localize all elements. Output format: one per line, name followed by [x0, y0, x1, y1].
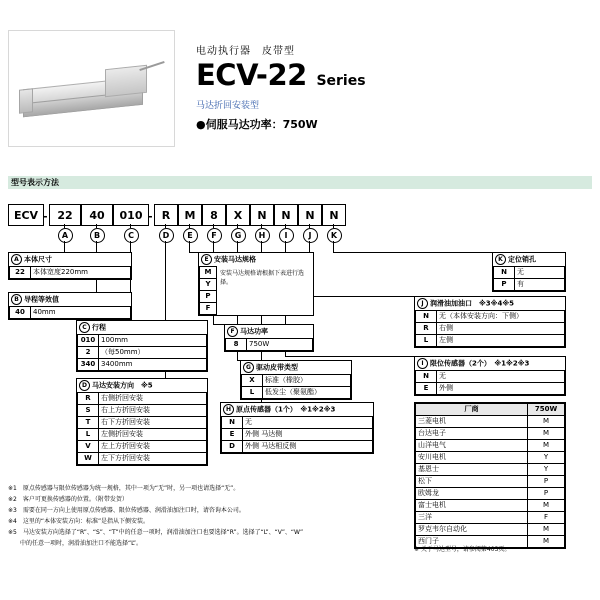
code-segment-5: M	[178, 204, 202, 226]
maker-table-cell: 山洋电气	[416, 440, 528, 452]
table-row: M	[200, 267, 217, 279]
motor-power-label: ●伺服马达功率：750W	[196, 118, 318, 131]
table-row	[416, 488, 565, 500]
block-motor-power-title: F 马达功率	[225, 325, 313, 338]
maker-table-cell: 松下	[416, 476, 528, 488]
table-row: S 右上方折回安装	[78, 405, 207, 417]
table-row: 010 100mm	[78, 335, 207, 347]
page-title	[196, 58, 366, 92]
table-row	[416, 416, 565, 428]
tag-j: J	[417, 298, 428, 309]
code-letter-k: K	[327, 228, 342, 243]
code-letter-c: C	[124, 228, 139, 243]
code-letter-b: B	[90, 228, 105, 243]
code-letter-a: A	[58, 228, 73, 243]
maker-table	[415, 403, 565, 548]
leader-tick	[309, 224, 310, 228]
tag-a: A	[11, 254, 22, 265]
code-letter-h: H	[255, 228, 270, 243]
maker-table-cell: 台达电子	[416, 428, 528, 440]
block-motor-direction-table	[77, 392, 207, 465]
code-segment-3: 010	[113, 204, 149, 226]
block-origin-sensor-table	[221, 416, 373, 453]
footnote-5: ※5 马达安装方向选择了“R”、“S”、“T”中的任意一项时，润滑油加注口也要选择“R”。选择了“L”、“V”、“W”	[8, 529, 304, 536]
maker-table-cell: M	[528, 524, 565, 536]
code-letter-d: D	[159, 228, 174, 243]
tag-e: E	[201, 254, 212, 265]
maker-table-cell: P	[528, 488, 565, 500]
maker-table-cell: M	[528, 416, 565, 428]
leader-line	[309, 296, 420, 297]
table-row: P	[200, 291, 217, 303]
maker-table-cell: M	[528, 500, 565, 512]
maker-table-cell: 三菱电机	[416, 416, 528, 428]
block-motor-spec-title: E 安装马达规格	[199, 253, 313, 266]
maker-table-cell: F	[528, 512, 565, 524]
block-limit-sensor-table	[415, 370, 565, 395]
code-dash: -	[43, 210, 48, 223]
code-segment-8: N	[250, 204, 274, 226]
maker-table-cell: 欧姆龙	[416, 488, 528, 500]
maker-table-cell: 三洋	[416, 512, 528, 524]
footnote-3: ※3 需要在同一方向上使用原点传感器、限位传感器、润滑油加注口时，请咨询本公司。	[8, 507, 245, 514]
block-belt	[240, 360, 352, 400]
table-row: N 无	[494, 267, 565, 279]
table-row: L 左侧折回安装	[78, 429, 207, 441]
maker-table-footnote: ※ 关于马达型号，请参阅第403页。	[414, 546, 511, 553]
footnote-1: ※1 原点传感器与限位传感器为统一规格，其中一项为“无”时，另一项也请选择“无”。	[8, 485, 240, 492]
leader-tick	[213, 224, 214, 228]
code-segment-4: R	[154, 204, 178, 226]
block-grease-port-title: J 润滑油加油口 ※3※4※5	[415, 297, 565, 310]
table-row: 40 40mm	[10, 307, 131, 319]
code-letter-e: E	[183, 228, 198, 243]
block-grease-port-table	[415, 310, 565, 347]
footnote-4: ※4 这里的“本体安装方向：标准”是指从下侧安装。	[8, 518, 150, 525]
leader-tick	[333, 224, 334, 228]
table-row: V 左上方折回安装	[78, 441, 207, 453]
code-segment-1: 22	[49, 204, 81, 226]
code-letter-i: I	[279, 228, 294, 243]
leader-tick	[64, 224, 65, 228]
block-motor-spec	[198, 252, 314, 316]
block-grease-port	[414, 296, 566, 348]
leader-tick	[237, 224, 238, 228]
block-motor-direction	[76, 378, 208, 466]
table-row: P 有	[494, 279, 565, 291]
table-row: 340 3400mm	[78, 359, 207, 371]
block-belt-title: G 驱动皮带类型	[241, 361, 351, 374]
table-row: N 无（本体安装方向：下侧）	[416, 311, 565, 323]
table-row	[416, 452, 565, 464]
leader-tick	[261, 224, 262, 228]
maker-table-cell: 基恩士	[416, 464, 528, 476]
block-locating-pin-title: K 定位销孔	[493, 253, 565, 266]
leader-tick	[165, 224, 166, 228]
maker-table-cell: 罗克韦尔自动化	[416, 524, 528, 536]
block-limit-sensor	[414, 356, 566, 396]
block-origin-sensor-title: H 原点传感器（1个） ※1※2※3	[221, 403, 373, 416]
footnote-2: ※2 客户可更换传感器的位置。（附带发贺）	[8, 496, 128, 503]
block-locating-pin	[492, 252, 566, 292]
code-letter-g: G	[231, 228, 246, 243]
code-segment-6: 8	[202, 204, 226, 226]
table-row: E 外侧 马达侧	[222, 429, 373, 441]
maker-table-cell: M	[528, 440, 565, 452]
table-row	[416, 428, 565, 440]
table-row: N 无	[222, 417, 373, 429]
block-stroke-table	[77, 334, 207, 371]
leader-tick	[96, 224, 97, 228]
table-row	[416, 500, 565, 512]
code-segment-2: 40	[81, 204, 113, 226]
block-motor-spec-desc: 安装马达规格请根据下表进行选择。	[220, 270, 305, 286]
block-motor-direction-title: D 马达安装方向 ※5	[77, 379, 207, 392]
block-motor-power	[224, 324, 314, 352]
table-row	[416, 512, 565, 524]
maker-table-cell: 安川电机	[416, 452, 528, 464]
block-lead-table	[9, 306, 131, 319]
maker-table-block	[414, 402, 566, 549]
table-row: F	[200, 303, 217, 315]
table-row: D 外侧 马达相反侧	[222, 441, 373, 453]
code-letter-j: J	[303, 228, 318, 243]
tag-h: H	[223, 404, 234, 415]
block-lead	[8, 292, 132, 320]
block-origin-sensor	[220, 402, 374, 454]
maker-table-cell: Y	[528, 464, 565, 476]
table-row	[416, 464, 565, 476]
table-row: E 外侧	[416, 383, 565, 395]
table-row	[416, 476, 565, 488]
table-row: 22 本体宽度220mm	[10, 267, 131, 279]
table-row: 2 （每50mm）	[78, 347, 207, 359]
maker-table-cell: Y	[528, 452, 565, 464]
maker-table-cell: M	[528, 536, 565, 548]
product-photo	[8, 30, 175, 147]
code-segment-0: ECV	[8, 204, 44, 226]
table-row: N 无	[416, 371, 565, 383]
block-size	[8, 252, 132, 280]
block-motor-power-table	[225, 338, 313, 351]
product-subtitle: 电动执行器 皮带型	[196, 46, 295, 57]
table-row: Y	[200, 279, 217, 291]
code-segment-7: X	[226, 204, 250, 226]
block-stroke-title: C 行程	[77, 321, 207, 334]
table-row: X 标准（橡胶）	[242, 375, 351, 387]
leader-line	[189, 241, 190, 252]
code-segment-11: N	[322, 204, 346, 226]
table-row: L 低发尘（聚氨酯）	[242, 387, 351, 399]
table-row	[416, 440, 565, 452]
block-lead-title: B 导程等效值	[9, 293, 131, 306]
tag-f: F	[227, 326, 238, 337]
section-title: 型号表示方法	[11, 178, 59, 187]
leader-line	[333, 241, 334, 252]
leader-tick	[130, 224, 131, 228]
section-bar	[8, 176, 592, 189]
leader-line	[64, 241, 65, 252]
tag-d: D	[79, 380, 90, 391]
table-row: R 右侧折回安装	[78, 393, 207, 405]
tag-b: B	[11, 294, 22, 305]
code-segment-9: N	[274, 204, 298, 226]
series-label: Series	[316, 73, 366, 89]
code-dash: -	[148, 210, 153, 223]
block-limit-sensor-title: I 限位传感器（2个） ※1※2※3	[415, 357, 565, 370]
product-title-text: ECV-22	[196, 58, 307, 92]
mount-type-label: 马达折回安装型	[196, 101, 260, 111]
table-row: R 右侧	[416, 323, 565, 335]
block-belt-table	[241, 374, 351, 399]
tag-i: I	[417, 358, 428, 369]
footnote-6: 中的任意一项时，润滑油加注口不能选择“L”。	[8, 540, 142, 547]
end-cap	[19, 88, 33, 113]
table-row: T 右下方折回安装	[78, 417, 207, 429]
maker-table-cell: 西门子	[416, 536, 528, 548]
leader-line	[333, 252, 498, 253]
leader-line	[285, 356, 420, 357]
leader-tick	[189, 224, 190, 228]
maker-table-header: 厂商	[416, 404, 528, 416]
table-row: W 左下方折回安装	[78, 453, 207, 465]
tag-g: G	[243, 362, 254, 373]
block-motor-spec-codes	[199, 266, 217, 315]
maker-table-cell: P	[528, 476, 565, 488]
block-locating-pin-table	[493, 266, 565, 291]
tag-k: K	[495, 254, 506, 265]
table-row: L 左侧	[416, 335, 565, 347]
leader-tick	[285, 224, 286, 228]
table-header-row	[416, 404, 565, 416]
maker-table-cell: 富士电机	[416, 500, 528, 512]
code-segment-10: N	[298, 204, 322, 226]
block-size-table	[9, 266, 131, 279]
table-row: 8 750W	[226, 339, 313, 351]
block-stroke	[76, 320, 208, 372]
tag-c: C	[79, 322, 90, 333]
code-letter-f: F	[207, 228, 222, 243]
maker-table-cell: M	[528, 428, 565, 440]
table-row	[416, 524, 565, 536]
block-size-title: A 本体尺寸	[9, 253, 131, 266]
maker-table-header: 750W	[528, 404, 565, 416]
